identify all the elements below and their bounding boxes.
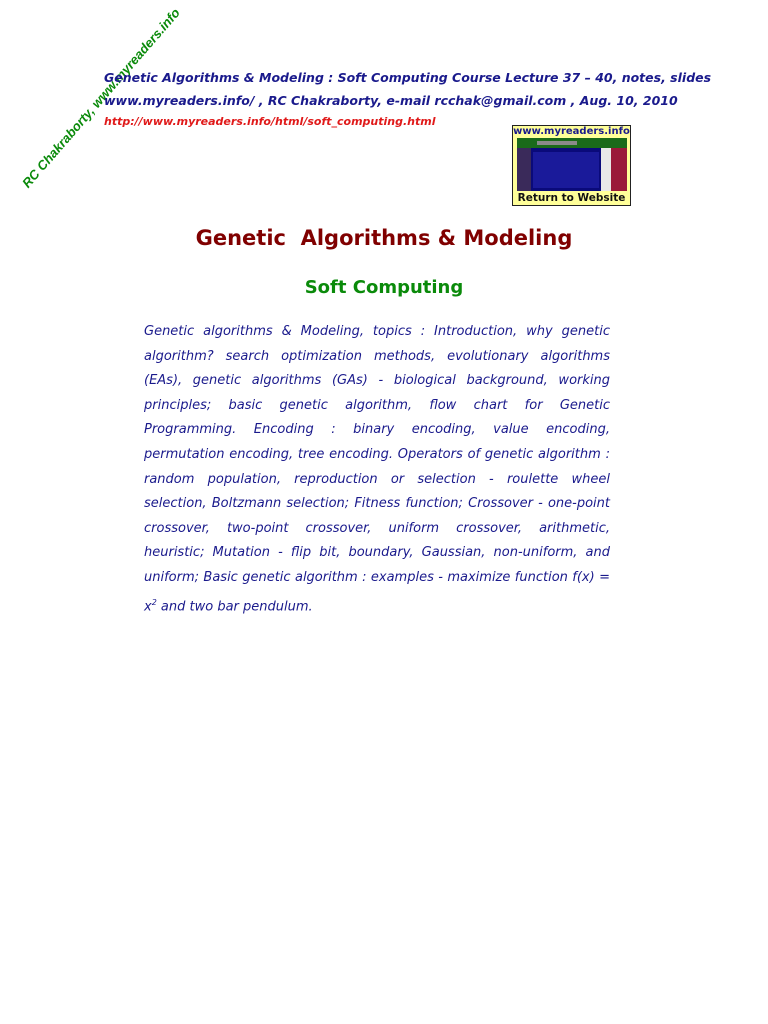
page-subtitle: Soft Computing <box>304 277 464 298</box>
return-to-website-label: Return to Website <box>517 192 626 204</box>
banner-site-label: www.myreaders.info <box>513 126 630 137</box>
abstract-text: Genetic algorithms & Modeling, topics : Introduction, why genetic algorithm? search optimization methods, evolutionary algorithms (EAs), genetic algorithms (GAs) - biological background, working principles; basic genetic algorithm, flow chart for Genetic Programming. Encoding : binary encoding, value encoding, permutation encoding, tree encoding. Operators of genetic algorithm : random population, reproduction or selection - roulette wheel selection, Boltzmann selection; Fitness function; Crossover - one-point crossover, two-point crossover, uniform crossover, arithmetic, heuristic; Mutation - flip bit, boundary, Gaussian, non-uniform, and uniform; Basic genetic algorithm : examples - maximize function f(x) = x <box>144 324 610 614</box>
watermark-text: RC Chakraborty, www.myreaders.info <box>19 5 183 191</box>
header-author-line: www.myreaders.info/ , RC Chakraborty, e-mail rcchak@gmail.com , Aug. 10, 2010 <box>104 93 678 108</box>
abstract-superscript: 2 <box>151 597 157 607</box>
abstract-tail: and two bar pendulum. <box>156 598 313 614</box>
header-url-link[interactable]: http://www.myreaders.info/html/soft_computing.html <box>104 115 436 128</box>
page-title: Genetic Algorithms & Modeling <box>195 226 573 250</box>
return-to-website-banner[interactable] <box>512 125 631 206</box>
document-header <box>104 66 711 132</box>
header-course-line: Genetic Algorithms & Modeling : Soft Computing Course Lecture 37 – 40, notes, slides <box>104 70 712 85</box>
topics-abstract <box>144 320 610 619</box>
website-screenshot-thumbnail <box>517 138 627 191</box>
